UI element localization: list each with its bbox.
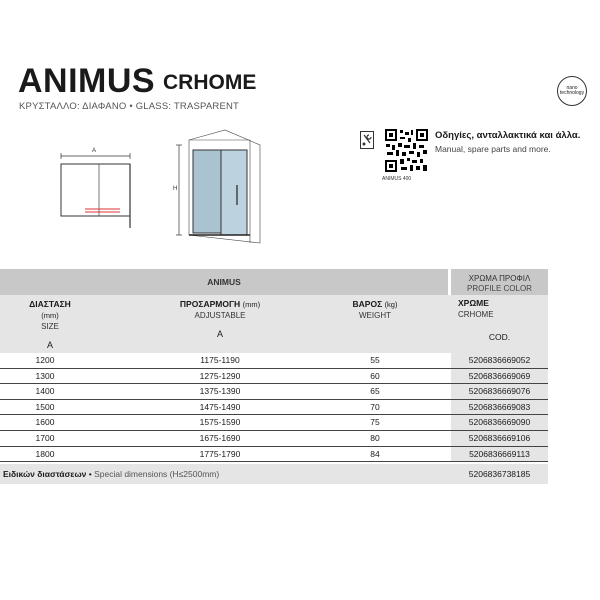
special-english: Special dimensions (H≤2500mm) — [94, 469, 220, 479]
code-cell: 5206836669052 — [468, 355, 531, 365]
adjustable-cell: 1675-1690 — [199, 433, 241, 443]
table-row — [0, 369, 548, 385]
code-cell: 5206836669069 — [468, 370, 531, 381]
table-row — [0, 353, 548, 369]
dimension-a-label: A — [92, 148, 97, 154]
table-row — [0, 400, 548, 416]
table-row — [0, 447, 548, 463]
info-greek: Οδηγίες, ανταλλακτικά και άλλα. — [435, 130, 581, 141]
special-dimensions-row: Ειδικών διαστάσεων • Special dimensions (H≤2500mm) 5206836738185 — [0, 464, 548, 484]
color-header-english: PROFILE COLOR — [467, 284, 532, 293]
adjustable-cell: 1575-1590 — [199, 417, 241, 428]
color-header-greek: ΧΡΩΜΑ ΠΡΟΦΙΛ — [468, 274, 531, 283]
weight-cell: 60 — [370, 370, 380, 381]
column-weight: ΒΑΡΟΣ (kg) WEIGHT — [352, 299, 398, 320]
dimension-h-label: H — [173, 186, 178, 192]
weight-cell: 55 — [370, 355, 380, 365]
weight-cell: 84 — [370, 448, 380, 459]
color-group-header — [451, 269, 548, 295]
badge-line-2: technology — [559, 90, 585, 96]
front-view-diagram — [165, 125, 265, 245]
weight-cell: 70 — [370, 401, 380, 412]
adjustable-cell: 1475-1490 — [199, 401, 241, 412]
weight-cell: 75 — [370, 417, 380, 428]
adjustable-cell: 1275-1290 — [199, 370, 241, 381]
wrench-icon — [360, 131, 374, 149]
table-row — [0, 415, 548, 431]
color-column-head: ΧΡΩΜΕ CRHOME — [458, 298, 494, 319]
product-title: ANIMUS — [18, 62, 156, 100]
adjustable-cell: 1375-1390 — [199, 386, 241, 397]
code-cell: 5206836669106 — [468, 433, 531, 443]
code-column-head: COD. — [488, 332, 511, 342]
glass-spec: ΚΡΥΣΤΑΛΛΟ: ΔΙΑΦΑΝΟ • GLASS: TRASPARENT — [19, 101, 240, 112]
special-code: 5206836738185 — [468, 469, 531, 479]
nano-technology-badge — [557, 76, 587, 106]
table-row — [0, 431, 548, 447]
size-cell: 1400 — [35, 386, 55, 397]
code-cell: 5206836669090 — [468, 417, 531, 428]
special-greek: Ειδικών διαστάσεων — [3, 469, 87, 479]
code-cell: 5206836669083 — [468, 401, 531, 412]
size-cell: 1800 — [35, 448, 55, 459]
badge-line-1: nano — [566, 85, 578, 91]
code-cell: 5206836669076 — [468, 386, 531, 397]
info-english: Manual, spare parts and more. — [435, 144, 551, 154]
code-cell: 5206836669113 — [469, 448, 530, 459]
weight-cell: 80 — [370, 433, 380, 443]
table-row — [0, 384, 548, 400]
adjustable-cell: 1775-1790 — [199, 448, 241, 459]
size-cell: 1700 — [35, 433, 55, 443]
size-cell: 1600 — [35, 417, 55, 428]
column-size: ΔΙΑΣΤΑΣΗ (mm) SIZE A — [29, 299, 71, 350]
group-header: ANIMUS — [0, 269, 448, 295]
size-cell: 1300 — [35, 370, 55, 381]
weight-cell: 65 — [370, 386, 380, 397]
size-cell: 1200 — [35, 355, 55, 365]
qr-caption: ANIMUS 400 — [382, 176, 412, 182]
column-adjustable: ΠΡΟΣΑΡΜΟΓΗ (mm) ADJUSTABLE A — [179, 299, 261, 339]
size-cell: 1500 — [35, 401, 55, 412]
color-name: CRHOME — [163, 71, 257, 94]
adjustable-cell: 1175-1190 — [200, 355, 240, 365]
top-view-diagram — [50, 146, 140, 231]
qr-code-icon[interactable] — [384, 128, 429, 173]
